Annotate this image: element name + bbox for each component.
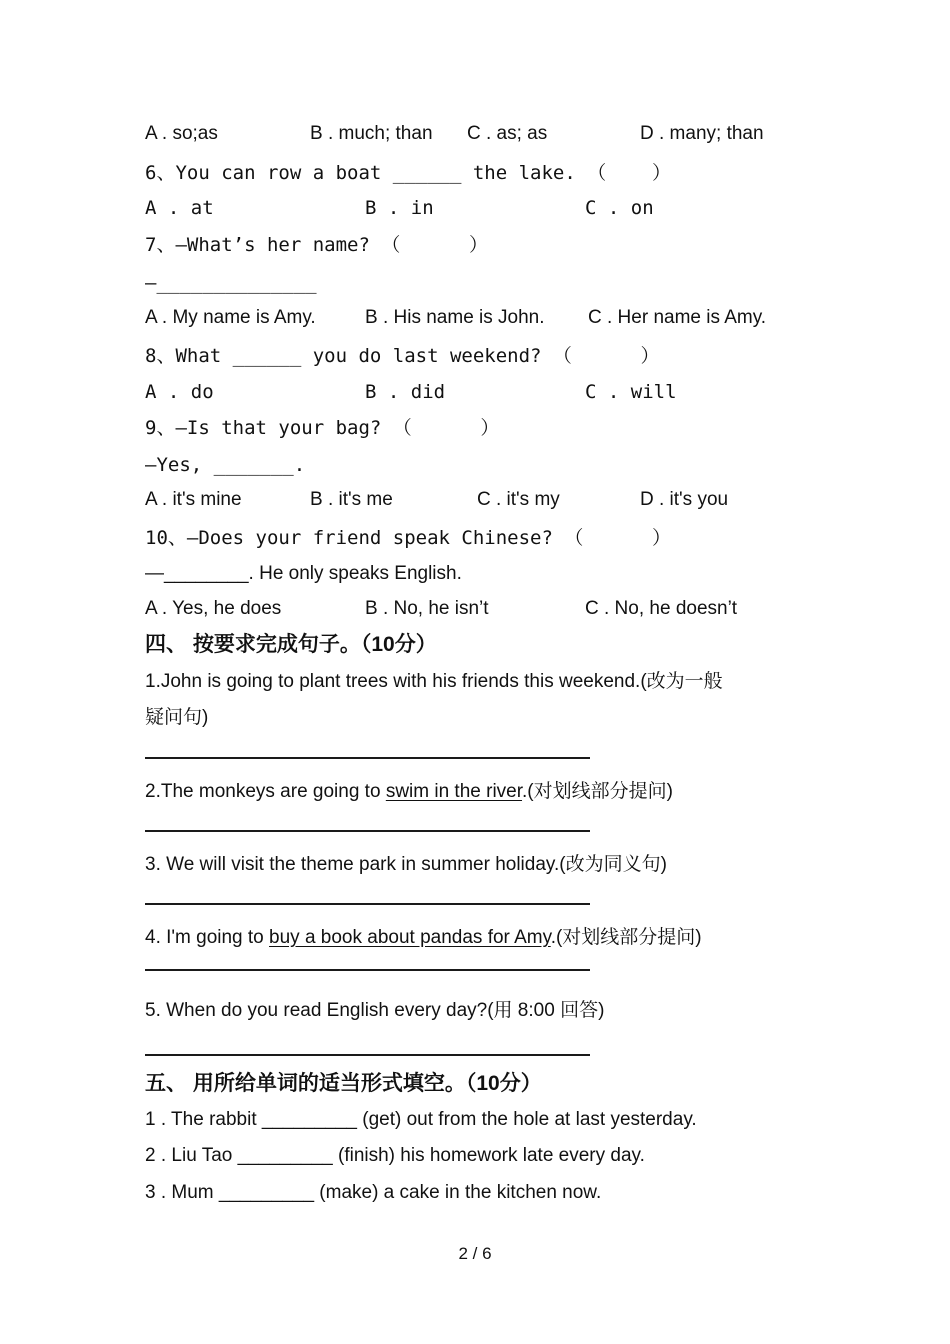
section-4-title xyxy=(145,632,437,658)
text-segment: —______________ xyxy=(145,272,317,294)
option-text: D . it's you xyxy=(640,489,729,510)
option-text: A . Yes, he does xyxy=(145,598,282,619)
option-text: B . did xyxy=(365,381,446,403)
option-text: B . in xyxy=(365,197,434,219)
section-5-title xyxy=(145,1071,542,1097)
text-segment: 四、 按要求完成句子。（10分） xyxy=(145,633,437,656)
option-text: A . it's mine xyxy=(145,489,242,510)
option-text: C . it's my xyxy=(477,489,560,510)
s5-item-3 xyxy=(145,1180,601,1206)
s4-item-2-answer-line xyxy=(145,830,590,832)
text-segment: .(对划线部分提问) xyxy=(550,927,702,948)
question-8 xyxy=(145,343,660,369)
question-6 xyxy=(145,160,671,186)
text-segment: 五、 用所给单词的适当形式填空。（10分） xyxy=(145,1072,542,1095)
option-text: B . much; than xyxy=(310,123,433,144)
text-segment: —Yes, _______. xyxy=(145,454,306,476)
s4-item-1-answer-line xyxy=(145,757,590,759)
option-text: B . it's me xyxy=(310,489,393,510)
text-segment: 8、What ______ you do last weekend? （ ） xyxy=(145,345,660,367)
text-segment: 2 . Liu Tao _________ (finish) his homework late every day. xyxy=(145,1145,645,1166)
underlined-phrase: swim in the river xyxy=(385,781,523,802)
option-text: C . No, he doesn’t xyxy=(585,598,738,619)
option-text: D . many; than xyxy=(640,123,764,144)
s4-item-4 xyxy=(145,925,702,951)
text-segment: .(对划线部分提问) xyxy=(522,781,673,802)
q7-answer-blank xyxy=(145,270,317,296)
question-9 xyxy=(145,415,499,441)
text-segment: 3 . Mum _________ (make) a cake in the kitchen now. xyxy=(145,1182,602,1203)
text-segment: 2.The monkeys are going to xyxy=(145,781,386,802)
option-text: C . Her name is Amy. xyxy=(588,307,767,328)
text-segment: 5. When do you read English every day?(用 8:00 回答) xyxy=(145,1000,605,1021)
option-text: A . My name is Amy. xyxy=(145,307,316,328)
q9-answer-blank xyxy=(145,452,305,478)
text-segment: 1 . The rabbit _________ (get) out from the hole at last yesterday. xyxy=(145,1109,697,1130)
text-segment: 3. We will visit the theme park in summer holiday.(改为同义句) xyxy=(145,854,667,875)
question-10 xyxy=(145,525,671,551)
s5-item-1 xyxy=(145,1107,697,1133)
s4-item-3 xyxy=(145,852,667,878)
s4-item-3-answer-line xyxy=(145,903,590,905)
text-segment: 4. I'm going to xyxy=(145,927,270,948)
option-text: A . so;as xyxy=(145,123,218,144)
s4-item-1-line-2 xyxy=(145,705,208,731)
text-segment: 1.John is going to plant trees with his friends this weekend.(改为一般 xyxy=(145,671,723,692)
option-text: C . as; as xyxy=(467,123,548,144)
option-text: A . do xyxy=(145,381,214,403)
text-segment: 7、—What’s her name? （ ） xyxy=(145,234,488,256)
option-text: A . at xyxy=(145,197,214,219)
s4-item-2 xyxy=(145,779,673,805)
option-text: C . will xyxy=(585,381,677,403)
option-text: B . His name is John. xyxy=(365,307,545,328)
question-7 xyxy=(145,232,488,258)
option-text: C . on xyxy=(585,197,654,219)
text-segment: 疑问句) xyxy=(145,707,209,728)
s5-item-2 xyxy=(145,1143,645,1169)
text-segment: 6、You can row a boat ______ the lake. （ ） xyxy=(145,162,671,184)
s4-item-4-answer-line xyxy=(145,969,590,971)
text-segment: —________. He only speaks English. xyxy=(145,563,462,584)
s4-item-5 xyxy=(145,998,604,1024)
q10-answer-blank xyxy=(145,561,462,587)
text-segment: 9、—Is that your bag? （ ） xyxy=(145,417,500,439)
s4-item-1-line-1 xyxy=(145,669,723,695)
option-text: B . No, he isn’t xyxy=(365,598,489,619)
s4-item-5-answer-line xyxy=(145,1054,590,1056)
text-segment: 10、—Does your friend speak Chinese? （ ） xyxy=(145,527,671,549)
page-number: 2 / 6 xyxy=(458,1244,492,1263)
underlined-phrase: buy a book about pandas for Amy xyxy=(269,927,551,948)
